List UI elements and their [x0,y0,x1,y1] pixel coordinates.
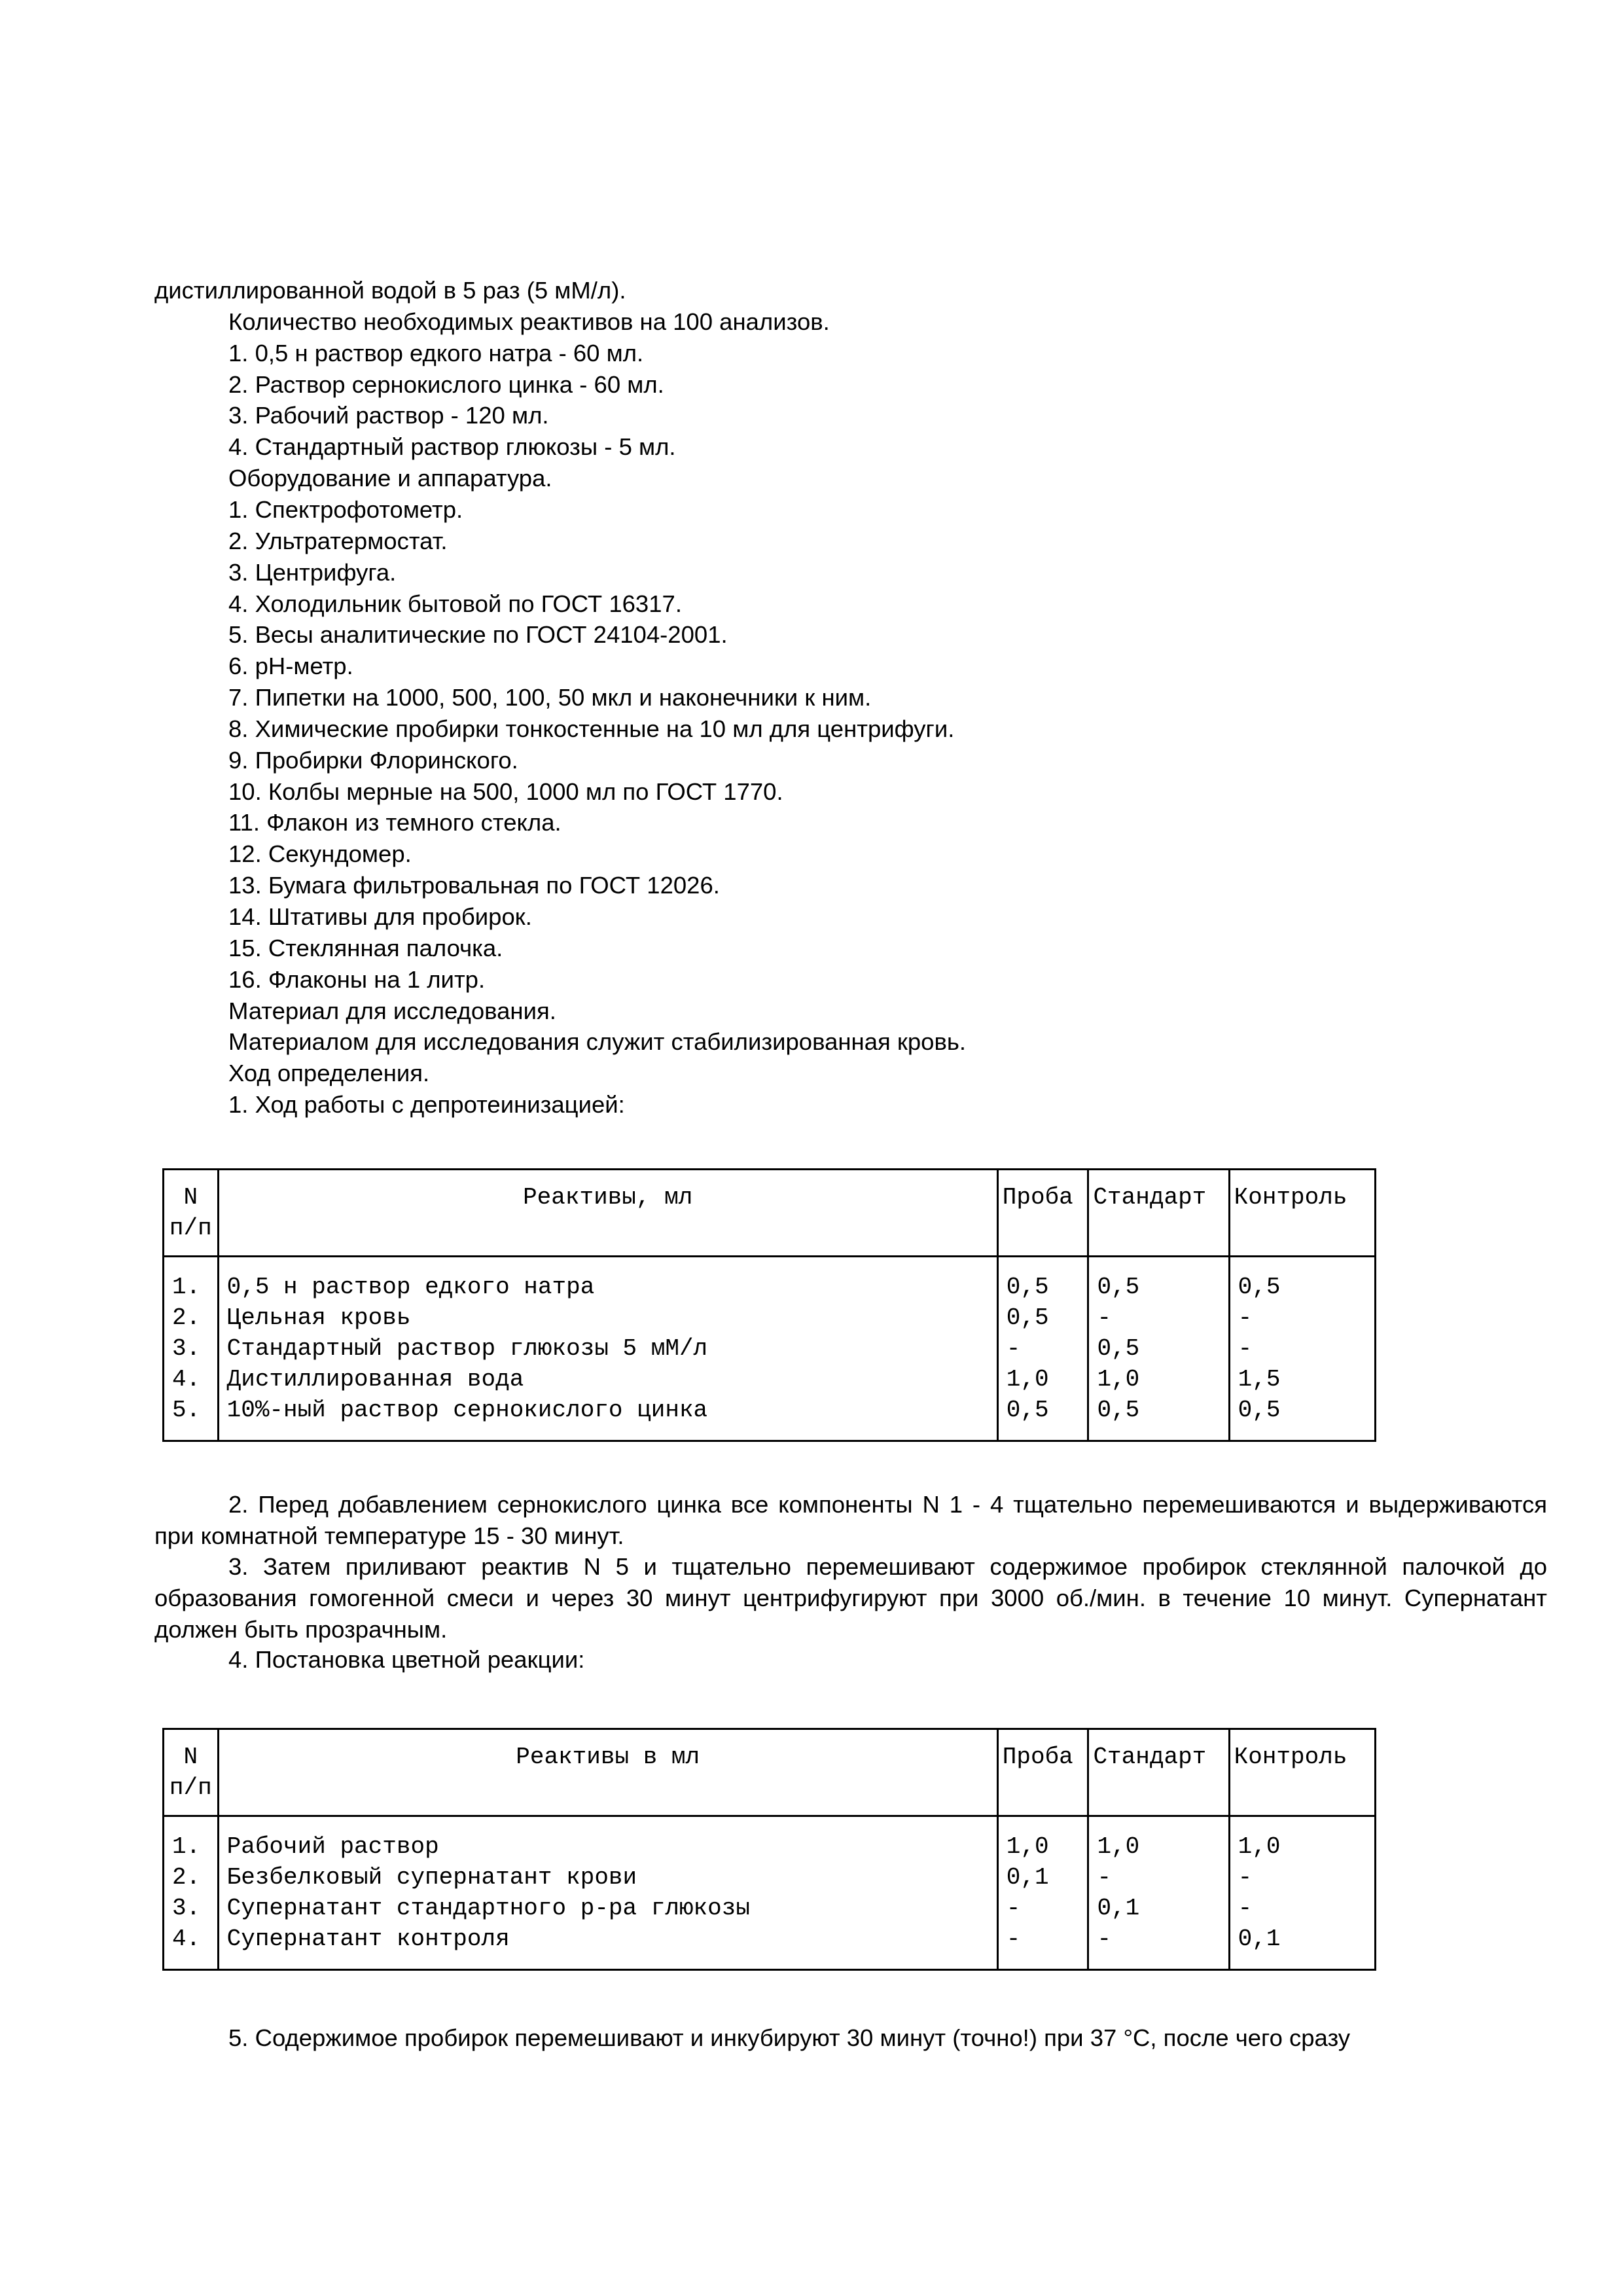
table-cell-value: 0,5 [1006,1397,1049,1424]
intro-line: 4. Холодильник бытовой по ГОСТ 16317. [228,590,682,617]
column-header-control: Контроль [1229,1729,1375,1816]
intro-line: 1. Спектрофотометр. [228,495,463,523]
table-cell-value: - [1238,1304,1253,1331]
intro-line: 6. pH-метр. [228,653,353,680]
table-body-row [164,1816,1376,1970]
table-cell-value: 0,5 н раствор едкого натра [226,1274,595,1300]
intro-line: 3. Центрифуга. [228,558,397,586]
intro-line: 12. Секундомер. [228,840,412,868]
intro-line: 2. Раствор сернокислого цинка - 60 мл. [228,370,664,398]
intro-line: Материал для исследования. [228,997,556,1024]
number-cell [164,1816,219,1970]
column-header-control: Контроль [1229,1170,1375,1257]
table-cell-value: 1,0 [1238,1833,1281,1860]
column-header-reagents: Реактивы в мл [218,1729,997,1816]
table-cell-value: Рабочий раствор [226,1833,439,1860]
standard-cell [1088,1257,1229,1441]
color-reaction-table [162,1728,1376,1971]
table-cell-value: 4. [172,1366,201,1393]
step-2-paragraph: 2. Перед добавлением сернокислого цинка все компоненты N 1 - 4 тщательно перемешиваются и выдерживаются при комнатной температуре 15 - 30 минут. [154,1491,1547,1549]
table-cell-value: 2. [172,1304,201,1331]
table-cell-value: - [1238,1895,1253,1922]
intro-line: 3. Рабочий раствор - 120 мл. [228,402,549,429]
table-cell-value: 0,5 [1006,1274,1049,1300]
deproteinization-table [162,1168,1376,1442]
table-header-row [164,1729,1376,1816]
column-header-number: N п/п [164,1729,219,1816]
table-cell-value: - [1006,1335,1021,1362]
reagent-cell [218,1257,997,1441]
table-cell-value: 4. [172,1926,201,1952]
table-cell-value: 3. [172,1895,201,1922]
column-header-number: N п/п [164,1170,219,1257]
table-cell-value: 0,5 [1238,1397,1281,1424]
table-cell-value: 0,5 [1097,1274,1140,1300]
intro-line: 5. Весы аналитические по ГОСТ 24104-2001. [228,621,728,649]
intro-line: 13. Бумага фильтровальная по ГОСТ 12026. [228,872,720,899]
table-cell-value: 0,5 [1097,1335,1140,1362]
intro-line: 16. Флаконы на 1 литр. [228,965,486,993]
table-cell-value: 0,5 [1097,1397,1140,1424]
table-cell-value: 10%-ный раствор сернокислого цинка [226,1397,708,1424]
proba-cell [997,1257,1088,1441]
column-header-standard: Стандарт [1088,1170,1229,1257]
table-cell-value: 1,0 [1097,1833,1140,1860]
table-cell-value: - [1097,1926,1112,1952]
table-cell-value: - [1006,1895,1021,1922]
column-header-proba: Проба [997,1170,1088,1257]
table-cell-value: 0,1 [1097,1895,1140,1922]
reagent-cell [218,1816,997,1970]
table-cell-value: Безбелковый супернатант крови [226,1864,637,1891]
table-header-row [164,1170,1376,1257]
step-4-heading: 4. Постановка цветной реакции: [228,1646,585,1673]
table-cell-value: 3. [172,1335,201,1362]
control-cell [1229,1816,1375,1970]
intro-line: Ход определения. [228,1060,430,1087]
table-cell-value: 1. [172,1274,201,1300]
table-cell-value: Супернатант стандартного р-ра глюкозы [226,1895,750,1922]
column-header-standard: Стандарт [1088,1729,1229,1816]
table-cell-value: 1,5 [1238,1366,1281,1393]
intro-line: 10. Колбы мерные на 500, 1000 мл по ГОСТ 1770. [228,778,783,805]
column-header-proba: Проба [997,1729,1088,1816]
intro-line: 2. Ультратермостат. [228,527,448,554]
intro-line: Материалом для исследования служит стабилизированная кровь. [228,1028,967,1056]
table-cell-value: Стандартный раствор глюкозы 5 мМ/л [226,1335,708,1362]
intro-line: 11. Флакон из темного стекла. [228,809,562,836]
table-cell-value: 0,5 [1238,1274,1281,1300]
step-5-paragraph: 5. Содержимое пробирок перемешивают и инкубируют 30 минут (точно!) при 37 °С, после чего сразу [228,2024,1351,2051]
table-cell-value: 0,1 [1006,1864,1049,1891]
intro-line: 15. Стеклянная палочка. [228,934,503,961]
control-cell [1229,1257,1375,1441]
table-body-row [164,1257,1376,1441]
table-cell-value: 2. [172,1864,201,1891]
table-cell-value: - [1006,1926,1021,1952]
table-cell-value: 1,0 [1006,1366,1049,1393]
step-3-paragraph: 3. Затем приливают реактив N 5 и тщательно перемешивают содержимое пробирок стеклянной палочкой до образования гомогенной смеси и через 30 минут центрифугируют при 3000 об./мин. в течение 10 минут. Супернатант должен быть прозрачным. [154,1553,1547,1643]
intro-line: 4. Стандартный раствор глюкозы - 5 мл. [228,433,676,461]
proba-cell [997,1816,1088,1970]
table-cell-value: - [1238,1864,1253,1891]
table-cell-value: Дистиллированная вода [226,1366,524,1393]
intro-line: 9. Пробирки Флоринского. [228,746,518,774]
intro-line: Оборудование и аппаратура. [228,465,552,492]
table-cell-value: 0,1 [1238,1926,1281,1952]
intro-line: 8. Химические пробирки тонкостенные на 10 мл для центрифуги. [228,715,955,742]
intro-line: 1. 0,5 н раствор едкого натра - 60 мл. [228,339,644,367]
table-cell-value: - [1238,1335,1253,1362]
intro-line: дистиллированной водой в 5 раз (5 мМ/л). [154,277,626,304]
table-cell-value: 0,5 [1006,1304,1049,1331]
table-cell-value: Супернатант контроля [226,1926,510,1952]
table-cell-value: Цельная кровь [226,1304,411,1331]
table-cell-value: 1. [172,1833,201,1860]
number-cell [164,1257,219,1441]
intro-line: 14. Штативы для пробирок. [228,903,532,930]
intro-line: Количество необходимых реактивов на 100 анализов. [228,308,830,335]
table-cell-value: - [1097,1304,1112,1331]
standard-cell [1088,1816,1229,1970]
column-header-reagents: Реактивы, мл [218,1170,997,1257]
table-cell-value: 1,0 [1006,1833,1049,1860]
intro-line: 1. Ход работы с депротеинизацией: [228,1091,625,1119]
intro-line: 7. Пипетки на 1000, 500, 100, 50 мкл и наконечники к ним. [228,684,872,711]
table-cell-value: 5. [172,1397,201,1424]
table-cell-value: 1,0 [1097,1366,1140,1393]
table-cell-value: - [1097,1864,1112,1891]
